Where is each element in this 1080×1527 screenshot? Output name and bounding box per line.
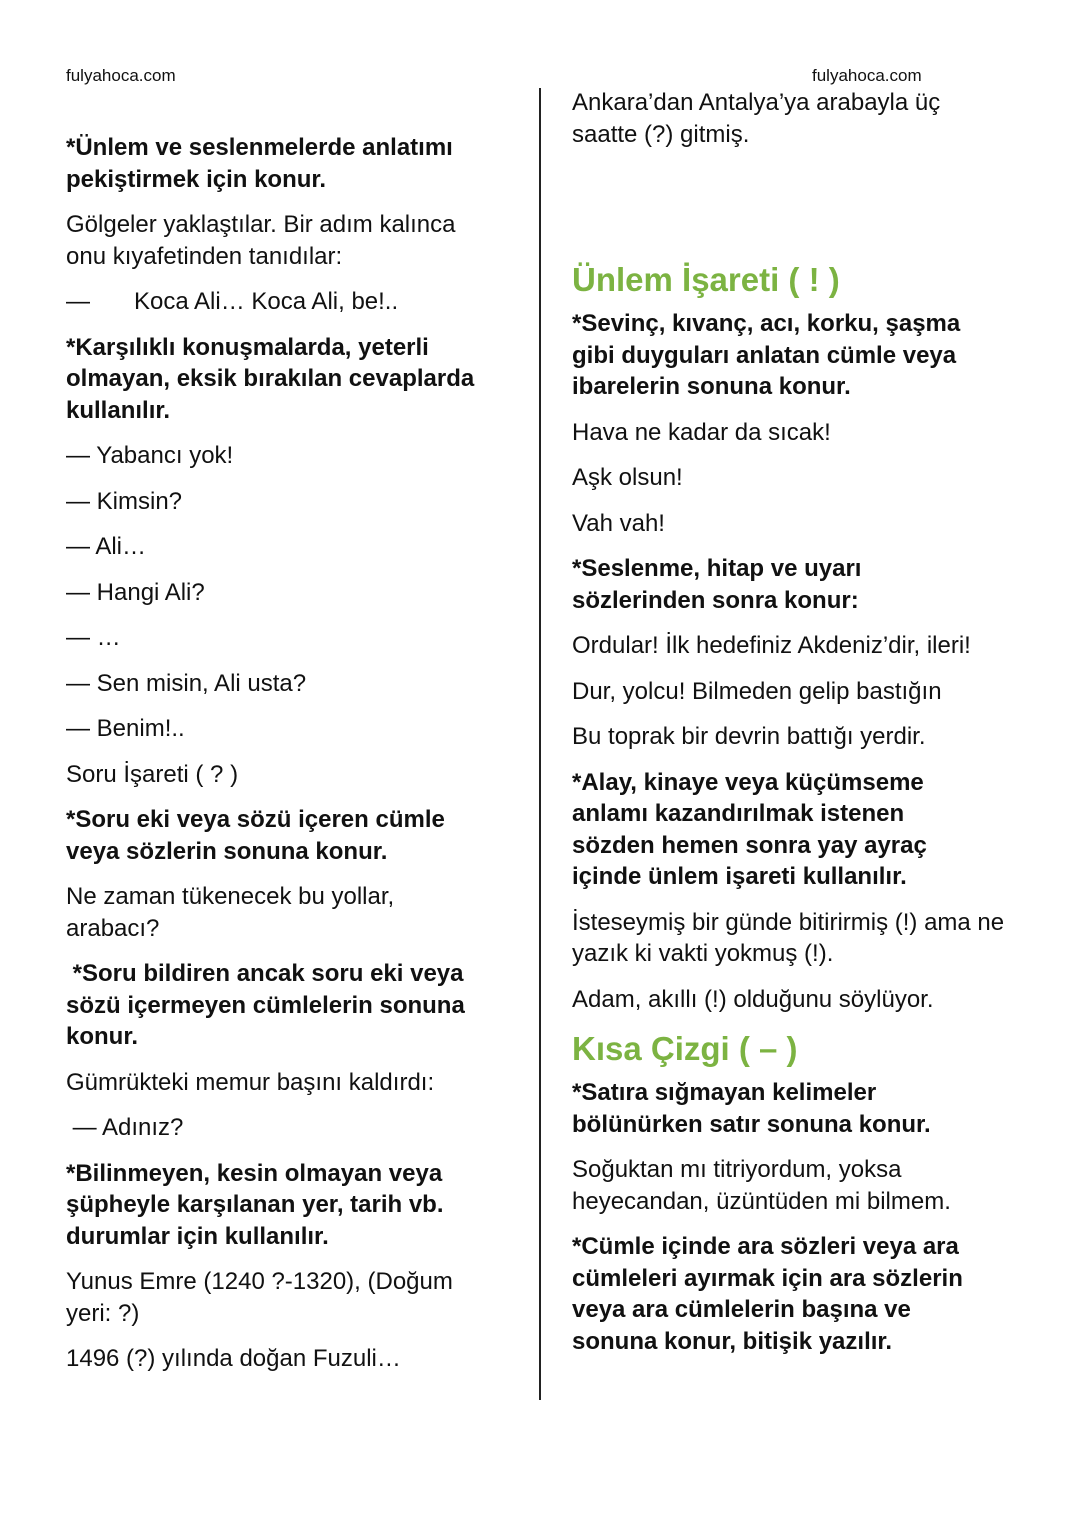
section-title-short-dash: Kısa Çizgi ( – ) <box>572 1030 798 1067</box>
dialog-line: — Kimsin? <box>66 487 183 515</box>
dialog-line: — Benim!.. <box>66 715 185 742</box>
example-dialog-line <box>66 286 516 318</box>
example-text: Ne zaman tükenecek bu yollar, arabacı? <box>66 883 395 942</box>
rule-text: *Alay, kinaye veya küçümseme anlamı kazandırılmak istenen sözden hemen sonra yay ayraç içinde ünlem işareti kullanılır. <box>572 768 927 890</box>
example-text: Soğuktan mı titriyordum, yoksa heyecandan, üzüntüden mi bilmem. <box>572 1156 951 1215</box>
section-title-question-mark: Soru İşareti ( ? ) <box>66 760 239 788</box>
example-text: 1496 (?) yılında doğan Fuzuli… <box>66 1345 401 1372</box>
example-text: İsteseymiş bir günde bitirirmiş (!) ama ne yazık ki vakti yokmuş (!). <box>572 908 1005 967</box>
site-watermark-left: fulyahoca.com <box>66 66 176 85</box>
example-text: Bu toprak bir devrin battığı yerdir. <box>572 723 926 750</box>
dialog-line: — Hangi Ali? <box>66 578 205 606</box>
rule-text: *Soru bildiren ancak soru eki veya sözü içermeyen cümlelerin sonuna konur. <box>66 960 472 1050</box>
example-text: Ordular! İlk hedefiniz Akdeniz’dir, ileri! <box>572 632 971 659</box>
dialog-text: Koca Ali… Koca Ali, be!.. <box>134 288 399 315</box>
section-title-exclamation: Ünlem İşareti ( ! ) <box>572 261 840 298</box>
rule-text: *Ünlem ve seslenmelerde anlatımı pekiştirmek için konur. <box>66 134 453 193</box>
example-text: — Adınız? <box>66 1114 184 1141</box>
example-text: Yunus Emre (1240 ?-1320), (Doğum yeri: ?) <box>66 1268 453 1327</box>
rule-text: *Seslenme, hitap ve uyarı sözlerinden sonra konur: <box>572 555 862 614</box>
example-text: Gölgeler yaklaştılar. Bir adım kalınca onu kıyafetinden tanıdılar: <box>66 211 456 270</box>
dialog-line: — Yabancı yok! <box>66 442 234 469</box>
rule-text: *Soru eki veya sözü içeren cümle veya sözlerin sonuna konur. <box>66 806 445 865</box>
dialog-line: — Ali… <box>66 533 147 560</box>
column-divider <box>539 88 541 1400</box>
rule-text: *Cümle içinde ara sözleri veya ara cümleleri ayırmak için ara sözlerin veya ara cümlelerin başına ve sonuna konur, bitişik yazılır. <box>572 1233 963 1355</box>
rule-text: *Sevinç, kıvanç, acı, korku, şaşma gibi duyguları anlatan cümle veya ibarelerin sonuna konur. <box>572 310 961 400</box>
spacer <box>572 164 1042 260</box>
right-column <box>572 87 1042 1371</box>
example-text: Gümrükteki memur başını kaldırdı: <box>66 1068 435 1096</box>
rule-text: *Bilinmeyen, kesin olmayan veya şüpheyle karşılanan yer, tarih vb. durumlar için kullanılır. <box>66 1159 444 1250</box>
dialog-line: — … <box>66 624 121 651</box>
left-column <box>66 132 516 1389</box>
dialog-line: — Sen misin, Ali usta? <box>66 669 307 697</box>
site-watermark-right: fulyahoca.com <box>812 66 922 85</box>
dash-mark: — <box>66 288 90 315</box>
example-text: Hava ne kadar da sıcak! <box>572 418 831 446</box>
example-text: Vah vah! <box>572 509 665 537</box>
example-text: Adam, akıllı (!) olduğunu söylüyor. <box>572 985 934 1013</box>
rule-text: *Satıra sığmayan kelimeler bölünürken satır sonuna konur. <box>572 1079 931 1138</box>
example-text: Ankara’dan Antalya’ya arabayla üç saatte (?) gitmiş. <box>572 89 941 148</box>
example-text: Dur, yolcu! Bilmeden gelip bastığın <box>572 677 942 705</box>
example-text: Aşk olsun! <box>572 464 683 491</box>
rule-text: *Karşılıklı konuşmalarda, yeterli olmayan, eksik bırakılan cevaplarda kullanılır. <box>66 333 475 424</box>
